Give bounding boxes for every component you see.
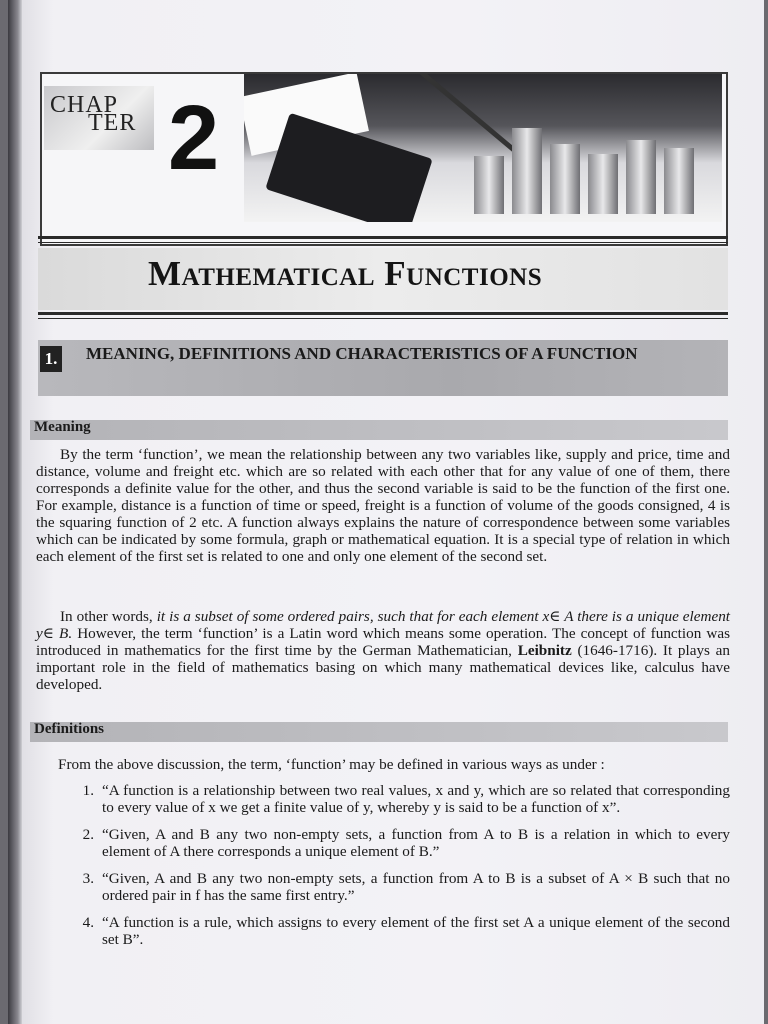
- list-item-text: “Given, A and B any two non-empty sets, a function from A to B is a relation in which to every element of A there corresponds a unique element of B.”: [102, 826, 730, 860]
- meaning-paragraph-2: [36, 608, 730, 693]
- meaning-paragraph-1: By the term ‘function’, we mean the relationship between any two variables like, supply and price, time and distance, volume and freight etc. which are so related with each other that for any value of one of them, there corresponds a definite value for the other, and thus the second variable is said to be the function of the first one. For example, distance is a function of time or speed, freight is a function of volume of the goods consigned, 4 is the squaring function of 2 etc. A function always explains the nature of correspondence between some variables which can be indicated by some formula, graph or mathematical equation. It is a special type of relation in which each element of the first set is related to one and only one element of the second set.: [36, 446, 730, 565]
- list-item-text: “A function is a rule, which assigns to every element of the first set A a unique element of the second set B”.: [102, 914, 730, 948]
- list-item-text: “A function is a relationship between two real values, x and y, which are so related that corresponding to every value of x we get a finite value of y, whereby y is said to be a function of x”.: [102, 782, 730, 816]
- bar-chart-image-bar: [664, 148, 694, 214]
- p2-mid: However, the term ‘function’ is a Latin word which means some operation. The concept of function was introduced in mathematics for the first time by the German Mathematician,: [36, 625, 730, 659]
- chapter-title: Mathematical Functions: [148, 254, 543, 293]
- list-item: [58, 826, 730, 860]
- definitions-list: [58, 782, 730, 958]
- divider: [38, 318, 728, 319]
- list-item-number: 4.: [82, 914, 94, 931]
- chapter-label-part2: TER: [88, 110, 137, 136]
- meaning-heading-band: [30, 420, 728, 440]
- book-page: [8, 0, 764, 1024]
- bar-chart-image-bar: [550, 144, 580, 214]
- chapter-label: [44, 86, 154, 150]
- p2-lead: In other words,: [60, 608, 157, 625]
- divider: [38, 312, 728, 315]
- book-binding: [8, 0, 22, 1024]
- bar-chart-image-bar: [626, 140, 656, 214]
- list-item-number: 3.: [82, 870, 94, 887]
- divider: [38, 242, 728, 243]
- section-title: MEANING, DEFINITIONS AND CHARACTERISTICS OF A FUNCTION: [86, 344, 638, 363]
- chapter-banner-image: [244, 74, 722, 222]
- bar-chart-image-bar: [588, 154, 618, 214]
- definitions-heading-band: [30, 722, 728, 742]
- section-number: 1.: [40, 346, 62, 372]
- bar-chart-image-bar: [474, 156, 504, 214]
- definitions-heading: Definitions: [34, 721, 105, 737]
- chapter-number: 2: [168, 87, 220, 189]
- p2-tail: (1646-1716). It plays an important role in the field of mathematics basing on which many mathematical devices like, calculus have developed.: [36, 642, 731, 693]
- list-item-number: 2.: [82, 826, 94, 843]
- meaning-heading: Meaning: [34, 419, 91, 435]
- definitions-intro: From the above discussion, the term, ‘function’ may be defined in various ways as under :: [58, 756, 605, 773]
- divider: [38, 236, 728, 239]
- list-item-number: 1.: [82, 782, 94, 799]
- list-item: [58, 914, 730, 948]
- bar-chart-image-bar: [512, 128, 542, 214]
- p2-italic: it is a subset of some ordered pairs, such that for each element x∈ A there is a unique element y∈ B.: [36, 608, 731, 642]
- list-item-text: “Given, A and B any two non-empty sets, a function from A to B is a subset of A × B such that no ordered pair in f has the same first entry.”: [102, 870, 730, 904]
- list-item: [58, 870, 730, 904]
- list-item: [58, 782, 730, 816]
- p2-bold: Leibnitz: [517, 642, 572, 659]
- chapter-label-part1: CHAP: [50, 92, 119, 118]
